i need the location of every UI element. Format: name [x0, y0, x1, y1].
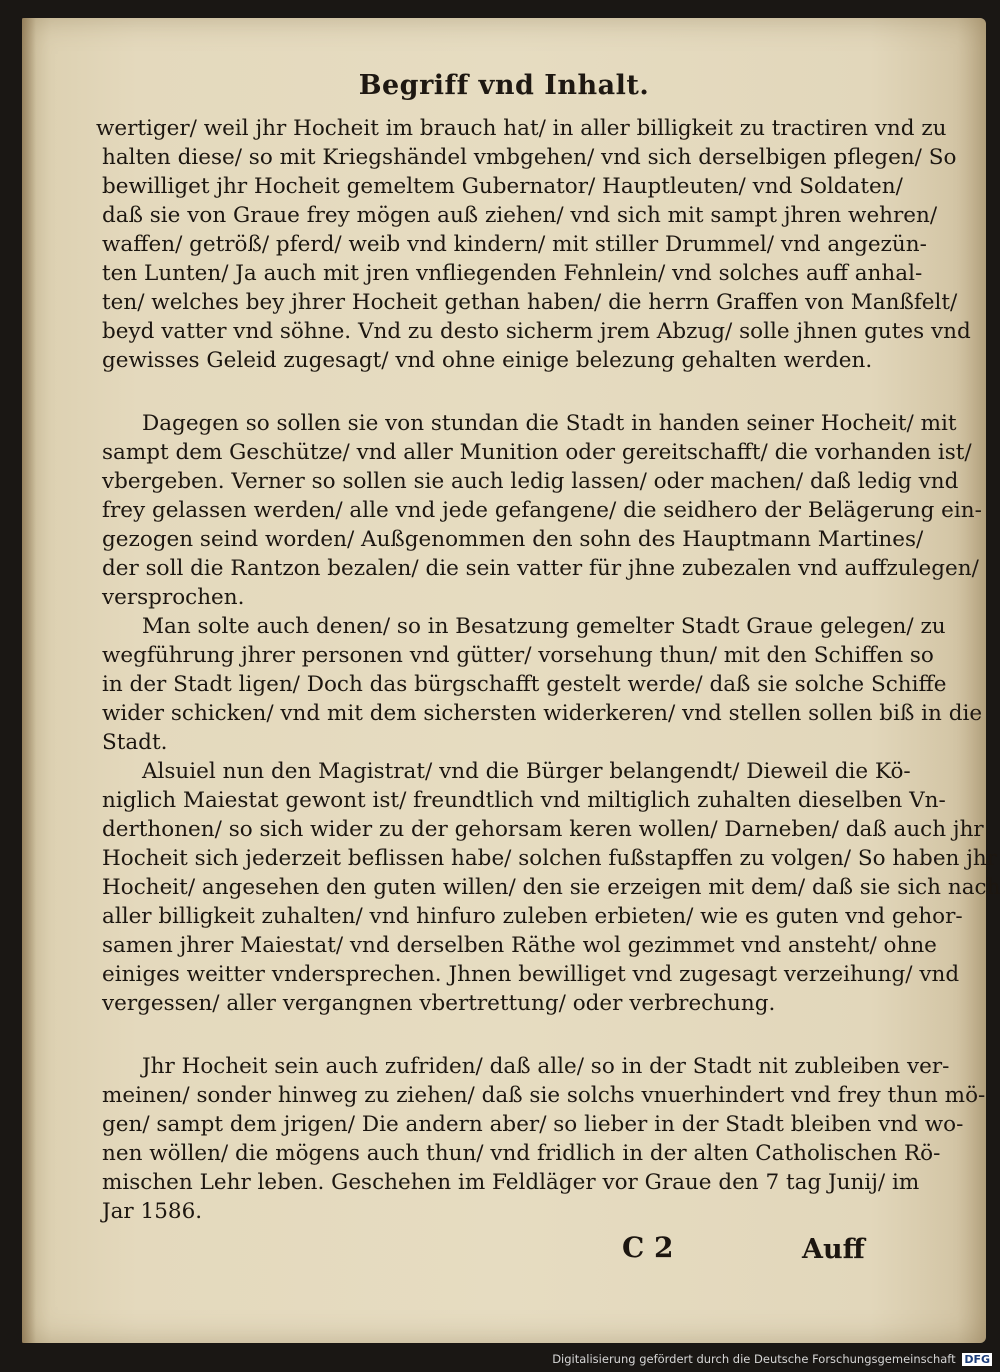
- catchword: Auff: [802, 1234, 865, 1265]
- text-line: waffen/ getröß/ pferd/ weib vnd kindern/ mit stiller Drummel/ vnd angezün-: [102, 232, 927, 257]
- paragraph: [80, 114, 971, 375]
- text-line: Hocheit sich jederzeit beflissen habe/ solchen fußstapffen zu volgen/ So haben jhr: [102, 846, 998, 871]
- text-line: samen jhrer Maiestat/ vnd derselben Räthe wol gezimmet vnd ansteht/ ohne: [102, 933, 937, 958]
- credit-text: Digitalisierung gefördert durch die Deutsche Forschungsgemeinschaft: [552, 1352, 956, 1366]
- paragraph: [80, 409, 982, 612]
- text-line: Alsuiel nun den Magistrat/ vnd die Bürger belangendt/ Dieweil die Kö-: [142, 759, 911, 784]
- text-line: nen wöllen/ die mögens auch thun/ vnd fridlich in der alten Catholischen Rö-: [102, 1141, 941, 1166]
- text-line: vbergeben. Verner so sollen sie auch ledig lassen/ oder machen/ daß ledig vnd: [102, 469, 959, 494]
- text-line: versprochen.: [102, 585, 245, 610]
- dfg-logo: DFG: [964, 1353, 990, 1366]
- text-line: Jhr Hocheit sein auch zufriden/ daß alle/ so in der Stadt nit zubleiben ver-: [142, 1054, 950, 1079]
- text-line: Hocheit/ angesehen den guten willen/ den sie erzeigen mit dem/ daß sie sich nach: [102, 875, 1000, 900]
- text-line: beyd vatter vnd söhne. Vnd zu desto sicherm jrem Abzug/ solle jhnen gutes vnd: [102, 319, 971, 344]
- book-page: [22, 18, 1000, 1343]
- text-line: ten/ welches bey jhrer Hocheit gethan haben/ die herrn Graffen von Manßfelt/: [102, 290, 958, 315]
- text-line: niglich Maiestat gewont ist/ freundtlich vnd miltiglich zuhalten dieselben Vn-: [102, 788, 946, 813]
- text-line: gewisses Geleid zugesagt/ vnd ohne einige belezung gehalten werden.: [102, 348, 873, 373]
- text-line: frey gelassen werden/ alle vnd jede gefangene/ die seidhero der Belägerung ein-: [102, 498, 982, 523]
- text-line: gen/ sampt dem jrigen/ Die andern aber/ so lieber in der Stadt bleiben vnd wo-: [102, 1112, 964, 1137]
- text-line: Dagegen so sollen sie von stundan die Stadt in handen seiner Hocheit/ mit: [142, 411, 957, 436]
- text-line: vergessen/ aller vergangnen vbertrettung/ oder verbrechung.: [102, 991, 776, 1016]
- running-head: Begriff vnd Inhalt.: [358, 70, 650, 101]
- text-line: meinen/ sonder hinweg zu ziehen/ daß sie solchs vnuerhindert vnd frey thun mö-: [102, 1083, 986, 1108]
- text-line: sampt dem Geschütze/ vnd aller Munition oder gereitschafft/ die vorhanden ist/: [102, 440, 972, 465]
- text-line: wertiger/ weil jhr Hocheit im brauch hat/ in aller billigkeit zu tractiren vnd zu: [96, 116, 947, 141]
- text-block: [80, 114, 1000, 1226]
- text-line: gezogen seind worden/ Außgenommen den sohn des Hauptmann Martines/: [102, 527, 924, 552]
- text-line: wider schicken/ vnd mit dem sichersten widerkeren/ vnd stellen sollen biß in die: [102, 701, 983, 726]
- text-line: mischen Lehr leben. Geschehen im Feldläger vor Graue den 7 tag Junij/ im: [102, 1170, 920, 1195]
- text-line: bewilliget jhr Hocheit gemeltem Gubernator/ Hauptleuten/ vnd Soldaten/: [102, 174, 903, 199]
- paragraph: [80, 757, 1000, 1018]
- text-line: der soll die Rantzon bezalen/ die sein vatter für jhne zubezalen vnd auffzulegen/: [102, 556, 979, 581]
- text-line: Man solte auch denen/ so in Besatzung gemelter Stadt Graue gelegen/ zu: [142, 614, 946, 639]
- text-line: daß sie von Graue frey mögen auß ziehen/ vnd sich mit sampt jhren wehren/: [102, 203, 938, 228]
- text-line: Stadt.: [102, 730, 168, 755]
- paragraph: [80, 612, 983, 757]
- digitization-credit: [552, 1352, 992, 1366]
- text-line: aller billigkeit zuhalten/ vnd hinfuro zuleben erbieten/ wie es guten vnd gehor-: [102, 904, 963, 929]
- text-line: in der Stadt ligen/ Doch das bürgschafft gestelt werde/ daß sie solche Schiffe: [102, 672, 947, 697]
- signature-mark: C 2: [622, 1231, 674, 1264]
- text-line: ten Lunten/ Ja auch mit jren vnfliegenden Fehnlein/ vnd solches auff anhal-: [102, 261, 923, 286]
- text-line: wegführung jhrer personen vnd gütter/ vorsehung thun/ mit den Schiffen so: [102, 643, 934, 668]
- text-line: halten diese/ so mit Kriegshändel vmbgehen/ vnd sich derselbigen pflegen/ So: [102, 145, 957, 170]
- text-line: einiges weitter vndersprechen. Jhnen bewilliget vnd zugesagt verzeihung/ vnd: [102, 962, 960, 987]
- text-line: derthonen/ so sich wider zu der gehorsam keren wollen/ Darneben/ daß auch jhr: [102, 817, 984, 842]
- paragraph: [80, 1052, 986, 1226]
- text-line: Jar 1586.: [102, 1199, 203, 1224]
